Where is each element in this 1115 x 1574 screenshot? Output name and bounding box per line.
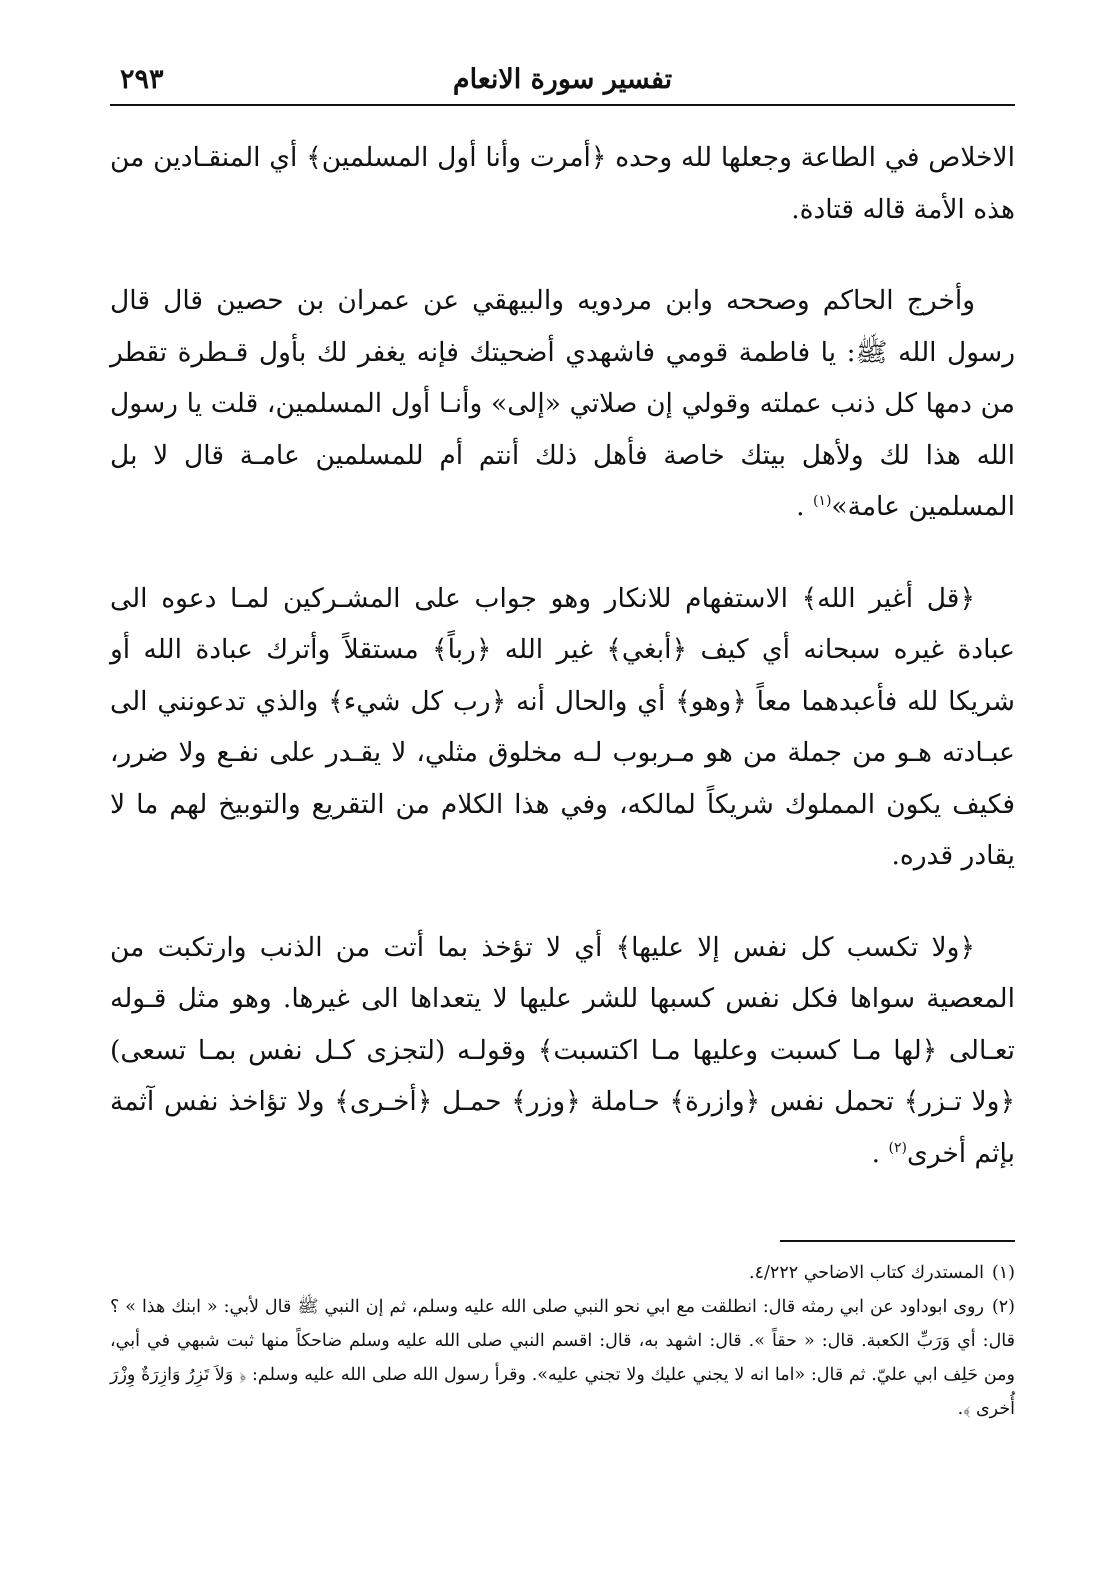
page-title: تفسير سورة الانعام [452,64,673,95]
footnote-1-number: (١) [991,1263,1015,1283]
paragraph-2 [110,275,1015,533]
paragraph-4 [110,922,1015,1180]
footnote-1 [110,1256,1015,1290]
book-page [110,60,1015,1520]
footnote-ref-2[interactable]: (٢) [888,1139,907,1156]
footnote-2-number: (٢) [991,1297,1015,1317]
footnote-divider [780,1240,1015,1242]
paragraph-4-text: ﴿ولا تكسب كل نفس إلا عليها﴾ أي لا تؤخذ بما أتت من الذنب وارتكبت من المعصية سواها فكل نفس كسبها للشر عليها لا يتعداها الى غيرها. وهو مثل قـوله تعـالى ﴿لها مـا كسبت وعليها مـا اكتسبت﴾ وقولـه (لتجزى كـل نفس بمـا تسعى) ﴿ولا تـزر﴾ تحمل نفس ﴿وازرة﴾ حـاملة ﴿وزر﴾ حمـل ﴿أخـرى﴾ ولا تؤاخذ نفس آثمة بإثم أخرى [110,931,1015,1169]
page-number: ٢٩٣ [120,64,164,95]
footnotes [110,1256,1015,1426]
footnote-1-text: المستدرك كتاب الاضاحي ٤/٢٢٢. [749,1263,984,1283]
paragraph-1 [110,132,1015,235]
footnote-2 [110,1290,1015,1426]
page-header [110,60,1015,106]
paragraph-2-tail: . [796,491,805,522]
main-text [110,132,1015,1179]
footnote-ref-1[interactable]: (١) [812,493,832,510]
paragraph-1-text: الاخلاص في الطاعة وجعلها لله وحده ﴿أمرت وأنا أول المسلمين﴾ أي المنقـادين من هذه الأمة قاله قتادة. [110,142,1015,225]
paragraph-3 [110,573,1015,882]
paragraph-2-text: وأخرج الحاكم وصححه وابن مردويه والبيهقي عن عمران بن حصين قال قال رسول الله ﷺ: يا فاطمة قومي فاشهدي أضحيتك فإنه يغفر لك بأول قـطرة تقطر من دمها كل ذنب عملته وقولي إن صلاتي «إلى» وأنـا أول المسلمين، قلت يا رسول الله هذا لك ولأهل بيتك خاصة فأهل ذلك أنتم أم للمسلمين عامـة قال لا بل المسلمين عامة» [110,285,1015,522]
paragraph-3-text: ﴿قل أغير الله﴾ الاستفهام للانكار وهو جواب على المشـركين لمـا دعوه الى عبادة غيره سبحانه أي كيف ﴿أبغي﴾ غير الله ﴿رباً﴾ مستقلاً وأترك عبادة الله أو شريكا لله فأعبدهما معاً ﴿وهو﴾ أي والحال أنه ﴿رب كل شيء﴾ والذي تدعونني الى عبـادته هـو من جملة من هو مـربوب لـه مخلوق مثلي، لا يقـدر على نفـع ولا ضرر، فكيف يكون المملوك شريكاً لمالكه، وفي هذا الكلام من التقريع والتوبيخ لهم ما لا يقادر قدره. [110,582,1015,871]
footnote-2-text: روى ابوداود عن ابي رمثه قال: انطلقت مع ابي نحو النبي صلى الله عليه وسلم، ثم إن النبي ﷺ قال لأبي: « ابنك هذا » ؟ قال: أي وَرَبِّ الكعبة. قال: « حقاً ». قال: اشهد به، قال: اقسم النبي صلى الله عليه وسلم ضاحكاً منها ثبت شبهي في أبي، ومن حَلِف ابي عليّ. ثم قال: «اما انه لا يجني عليك ولا تجني عليه». وقرأ رسول الله صلى الله عليه وسلم: ﴿ وَلاَ تَزِرُ وَازِرَةٌ وِزْرَ أُخرى ﴾. [110,1297,1015,1419]
paragraph-4-tail: . [871,1137,881,1169]
